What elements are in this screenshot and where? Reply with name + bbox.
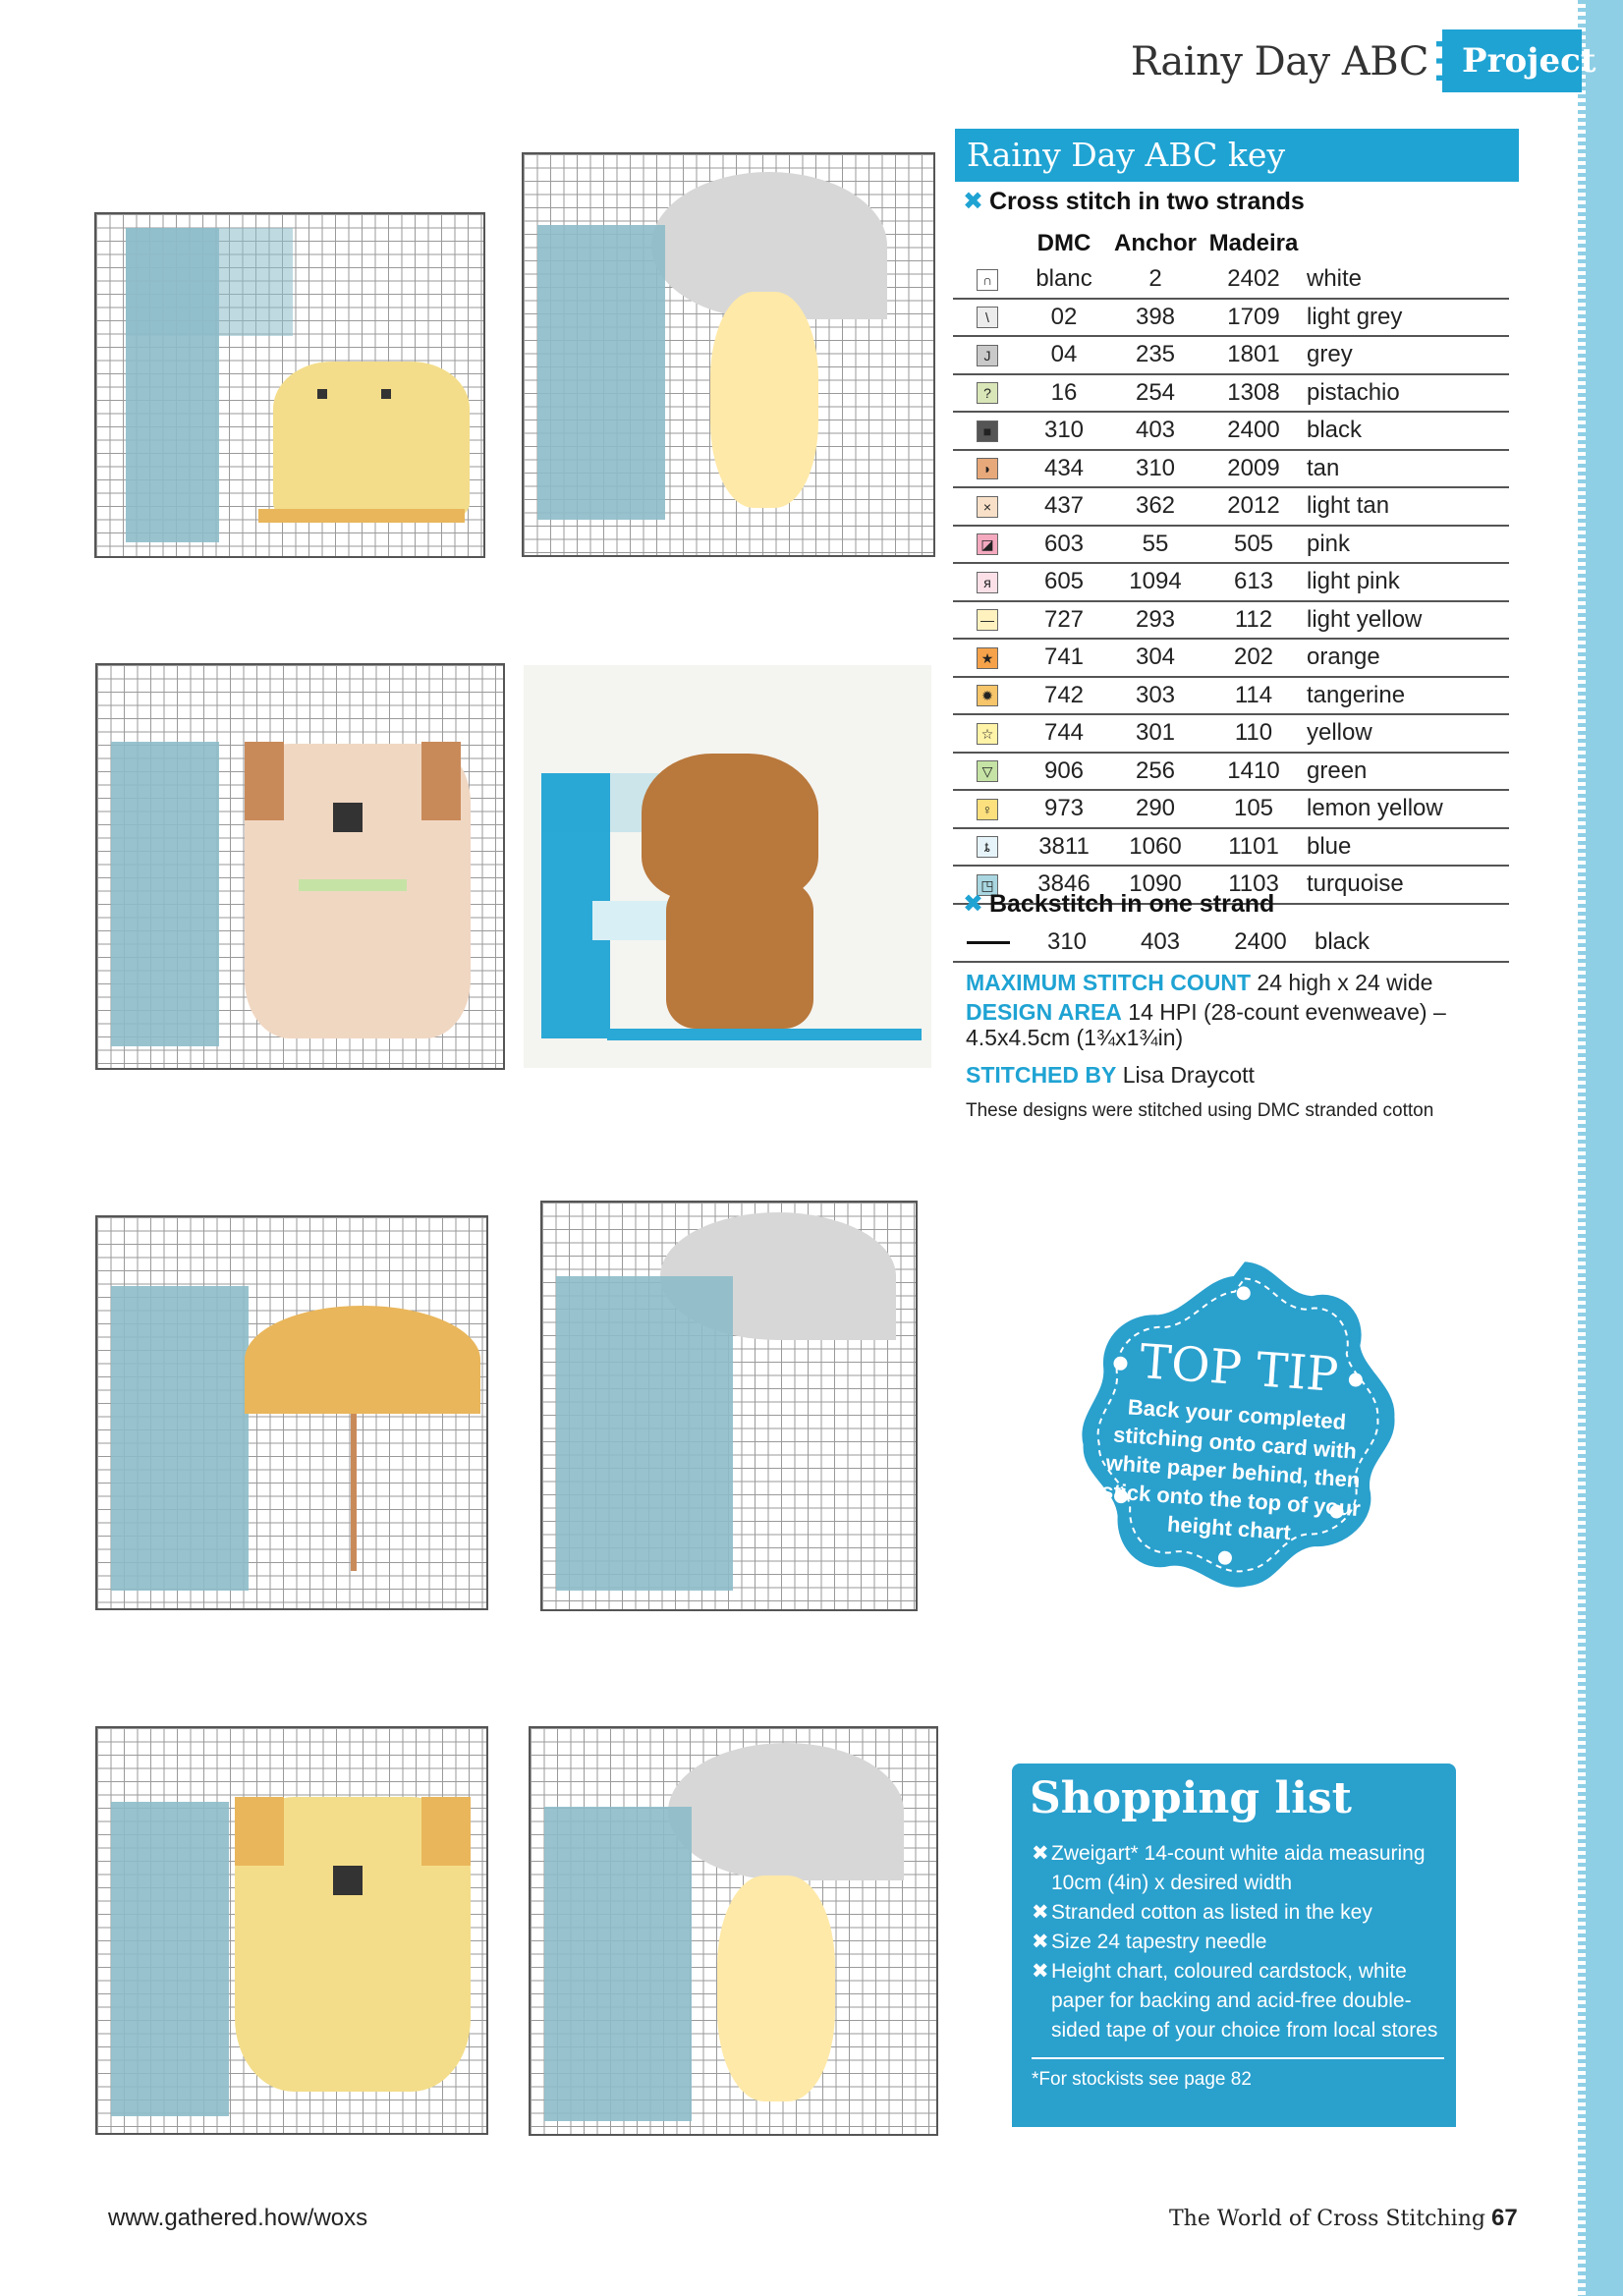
key-row: [953, 563, 1509, 601]
swatch-icon: я: [977, 572, 998, 593]
dmc-cell: 437: [1022, 487, 1106, 526]
symbol-swatch: [953, 336, 1022, 374]
key-row: [953, 450, 1509, 488]
footer-magazine: The World of Cross Stitching 67: [1169, 2205, 1518, 2231]
swatch-icon: —: [977, 609, 998, 631]
col-dmc: DMC: [1036, 230, 1091, 256]
color-name-cell: tan: [1303, 450, 1509, 488]
swatch-icon: ◳: [977, 874, 998, 896]
swatch-icon: ◗: [977, 458, 998, 479]
chart-teddy: [95, 1726, 488, 2135]
section-tag: Project: [1436, 29, 1582, 92]
color-name-cell: tangerine: [1303, 677, 1509, 715]
anchor-cell: 293: [1106, 601, 1204, 640]
madeira-cell: 1410: [1204, 753, 1303, 791]
madeira-cell: 1308: [1204, 374, 1303, 413]
madeira-cell: 110: [1204, 714, 1303, 753]
dmc-cell: 04: [1022, 336, 1106, 374]
key-row: [953, 336, 1509, 374]
key-row: [953, 639, 1509, 677]
symbol-swatch: [953, 299, 1022, 337]
page-title: Rainy Day ABC: [1130, 39, 1428, 84]
key-row: [953, 828, 1509, 867]
item-bullet-icon: ✖: [1032, 1901, 1049, 1924]
madeira-cell: 2400: [1204, 412, 1303, 450]
madeira-cell: 613: [1204, 563, 1303, 601]
dmc-cell: 742: [1022, 677, 1106, 715]
key-title: Rainy Day ABC key: [955, 129, 1519, 182]
swatch-icon: ✹: [977, 685, 998, 706]
symbol-swatch: [953, 790, 1022, 828]
swatch-icon: \: [977, 307, 998, 328]
key-row: [953, 714, 1509, 753]
dmc-cell: 727: [1022, 601, 1106, 640]
backstitch-line-icon: [953, 924, 1024, 962]
color-name-cell: blue: [1303, 828, 1509, 867]
shopping-title: Shopping list: [1030, 1773, 1352, 1823]
color-name-cell: pistachio: [1303, 374, 1509, 413]
symbol-swatch: [953, 828, 1022, 867]
dmc-cell: 02: [1022, 299, 1106, 337]
swatch-icon: ?: [977, 382, 998, 404]
dmc-cell: 3811: [1022, 828, 1106, 867]
anchor-cell: 55: [1106, 526, 1204, 564]
madeira-cell: 114: [1204, 677, 1303, 715]
madeira-cell: 1101: [1204, 828, 1303, 867]
duck-shape: [710, 292, 818, 508]
design-area-size: 4.5x4.5cm (1¾x1¾in): [966, 1025, 1184, 1050]
page-edge-strip: [1586, 0, 1623, 2296]
anchor-cell: 310: [1106, 450, 1204, 488]
color-name-cell: black: [1303, 412, 1509, 450]
key-row: [953, 487, 1509, 526]
anchor-cell: 290: [1106, 790, 1204, 828]
madeira-cell: 2402: [1204, 261, 1303, 299]
anchor-cell: 303: [1106, 677, 1204, 715]
madeira-cell: 2009: [1204, 450, 1303, 488]
stitched-photo: [524, 665, 931, 1068]
madeira-cell: 112: [1204, 601, 1303, 640]
anchor-cell: 254: [1106, 374, 1204, 413]
anchor-cell: 362: [1106, 487, 1204, 526]
color-name-cell: turquoise: [1303, 866, 1509, 904]
key-row: [953, 261, 1509, 299]
symbol-swatch: [953, 374, 1022, 413]
symbol-swatch: [953, 714, 1022, 753]
item-bullet-icon: ✖: [1032, 1931, 1049, 1953]
dmc-cell: 310: [1022, 412, 1106, 450]
madeira-cell: 1801: [1204, 336, 1303, 374]
key-row: [953, 412, 1509, 450]
symbol-swatch: [953, 261, 1022, 299]
swatch-icon: ▽: [977, 760, 998, 782]
anchor-cell: 2: [1106, 261, 1204, 299]
madeira-cell: 1709: [1204, 299, 1303, 337]
swatch-icon: ☆: [977, 723, 998, 745]
madeira-cell: 105: [1204, 790, 1303, 828]
key-row: [953, 753, 1509, 791]
anchor-cell: 398: [1106, 299, 1204, 337]
color-name-cell: grey: [1303, 336, 1509, 374]
dmc-cell: 741: [1022, 639, 1106, 677]
key-row: [953, 790, 1509, 828]
shopping-divider: [1032, 2057, 1444, 2059]
anchor-cell: 301: [1106, 714, 1204, 753]
dmc-cell: 434: [1022, 450, 1106, 488]
dmc-cell: 3846: [1022, 866, 1106, 904]
color-name-cell: lemon yellow: [1303, 790, 1509, 828]
dmc-cell: 973: [1022, 790, 1106, 828]
key-row: [953, 601, 1509, 640]
color-name-cell: light grey: [1303, 299, 1509, 337]
shopping-items: [1032, 1839, 1444, 2045]
symbol-swatch: [953, 450, 1022, 488]
symbol-swatch: [953, 677, 1022, 715]
list-item: ✖ Size 24 tapestry needle: [1032, 1928, 1444, 1957]
swatch-icon: ◪: [977, 533, 998, 555]
symbol-swatch: [953, 526, 1022, 564]
dmc-cell: 603: [1022, 526, 1106, 564]
col-anchor: Anchor: [1114, 230, 1197, 256]
cross-heading: ✖ Cross stitch in two strands: [963, 188, 1305, 215]
item-bullet-icon: ✖: [1032, 1842, 1049, 1865]
page-number: 67: [1490, 2205, 1518, 2231]
swatch-icon: ×: [977, 496, 998, 518]
key-row: [953, 299, 1509, 337]
swatch-icon: ∩: [977, 269, 998, 291]
symbol-swatch: [953, 753, 1022, 791]
backstitch-table: 310 403 2400 black: [953, 924, 1509, 963]
color-name-cell: light pink: [1303, 563, 1509, 601]
item-bullet-icon: ✖: [1032, 1960, 1049, 1983]
symbol-swatch: [953, 601, 1022, 640]
anchor-cell: 235: [1106, 336, 1204, 374]
anchor-cell: 256: [1106, 753, 1204, 791]
list-item: ✖ Stranded cotton as listed in the key: [1032, 1898, 1444, 1928]
swatch-icon: ȶ: [977, 836, 998, 858]
color-name-cell: yellow: [1303, 714, 1509, 753]
color-name-cell: light yellow: [1303, 601, 1509, 640]
key-row: [953, 677, 1509, 715]
color-name-cell: pink: [1303, 526, 1509, 564]
symbol-swatch: [953, 487, 1022, 526]
backstitch-heading: ✖ Backstitch in one strand: [963, 890, 1275, 918]
dmc-cell: 605: [1022, 563, 1106, 601]
col-madeira: Madeira: [1208, 230, 1299, 256]
stockists-footnote: *For stockists see page 82: [1032, 2069, 1252, 2090]
madeira-cell: 2012: [1204, 487, 1303, 526]
key-row: [953, 526, 1509, 564]
swatch-icon: ■: [977, 420, 998, 442]
max-stitch-count: MAXIMUM STITCH COUNT 24 high x 24 wide: [966, 970, 1433, 995]
page-edge-stitch: [1578, 0, 1586, 2296]
back-bullet-icon: ✖: [963, 890, 983, 918]
swatch-icon: J: [977, 345, 998, 366]
top-tip-text: Back your completed stitching onto card with white paper behind, then stick onto the top of your height chart: [1100, 1394, 1362, 1545]
thread-key-table: [953, 226, 1509, 905]
chart-umbrella: [95, 1215, 488, 1610]
dmc-cell: 16: [1022, 374, 1106, 413]
footer-url[interactable]: www.gathered.how/woxs: [108, 2205, 368, 2231]
chart-duck-2: [529, 1726, 938, 2136]
chart-cloud: [540, 1201, 918, 1611]
chart-frog: [94, 212, 485, 558]
anchor-cell: 1094: [1106, 563, 1204, 601]
symbol-swatch: [953, 639, 1022, 677]
frog-shape: [273, 362, 470, 519]
umbrella-canopy: [245, 1306, 480, 1414]
list-item: ✖ Height chart, coloured cardstock, white paper for backing and acid-free double-sided tape of your choice from local stores: [1032, 1957, 1444, 2045]
chart-duck: [522, 152, 935, 557]
list-item: ✖ Zweigart* 14-count white aida measuring 10cm (4in) x desired width: [1032, 1839, 1444, 1898]
anchor-cell: 304: [1106, 639, 1204, 677]
swatch-icon: ★: [977, 647, 998, 669]
dmc-cell: 906: [1022, 753, 1106, 791]
anchor-cell: 1060: [1106, 828, 1204, 867]
key-row: [953, 374, 1509, 413]
symbol-swatch: [953, 563, 1022, 601]
color-name-cell: orange: [1303, 639, 1509, 677]
anchor-cell: 1090: [1106, 866, 1204, 904]
dmc-cell: 744: [1022, 714, 1106, 753]
color-name-cell: light tan: [1303, 487, 1509, 526]
top-tip-title: TOP TIP: [1138, 1334, 1340, 1403]
cross-bullet-icon: ✖: [963, 188, 983, 215]
design-area: DESIGN AREA 14 HPI (28-count evenweave) –: [966, 999, 1446, 1025]
symbol-swatch: [953, 412, 1022, 450]
chart-dog: [95, 663, 505, 1070]
anchor-cell: 403: [1106, 412, 1204, 450]
madeira-cell: 1103: [1204, 866, 1303, 904]
stitched-by: STITCHED BY Lisa Draycott: [966, 1062, 1255, 1088]
color-name-cell: green: [1303, 753, 1509, 791]
madeira-cell: 505: [1204, 526, 1303, 564]
thread-note: These designs were stitched using DMC stranded cotton: [966, 1100, 1434, 1121]
madeira-cell: 202: [1204, 639, 1303, 677]
dmc-cell: blanc: [1022, 261, 1106, 299]
swatch-icon: ♀: [977, 799, 998, 820]
color-name-cell: white: [1303, 261, 1509, 299]
